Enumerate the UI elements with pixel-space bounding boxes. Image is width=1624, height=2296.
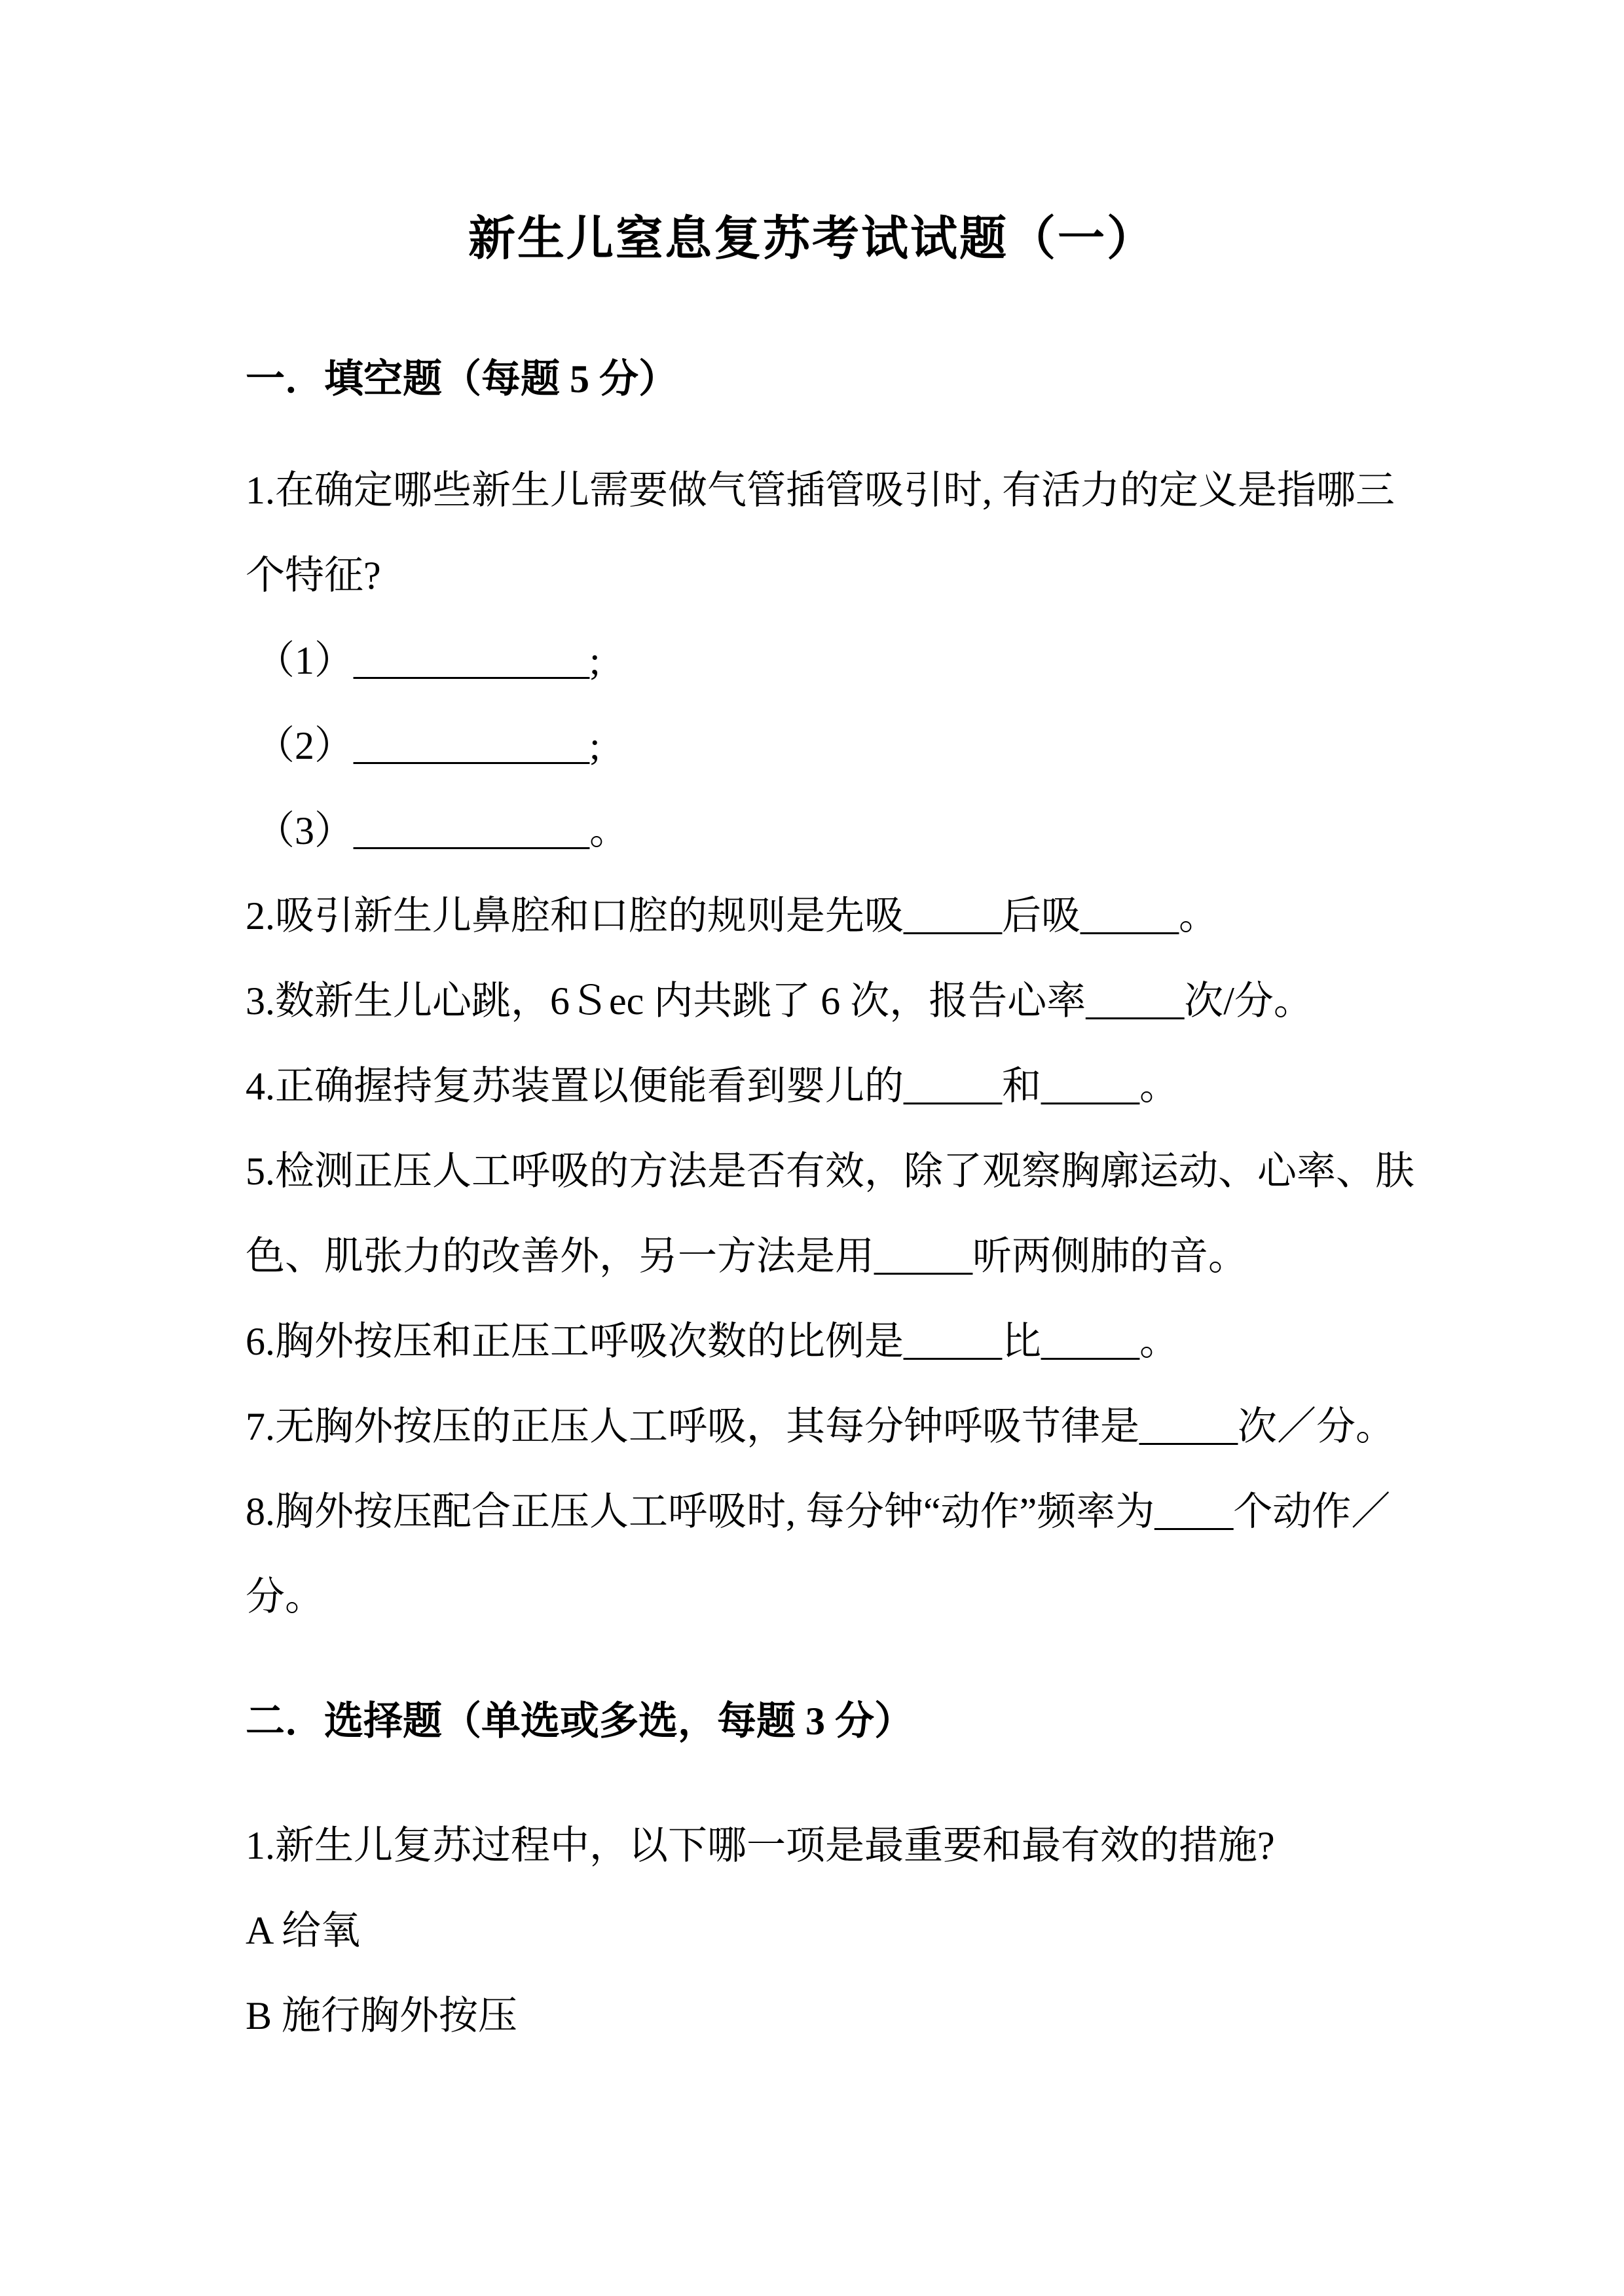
fill-in-blank-question-line: 个特征?	[246, 554, 381, 597]
fill-in-blank-question-line: 2.吸引新生儿鼻腔和口腔的规则是先吸_____后吸_____。	[246, 894, 1218, 938]
fill-in-blank-question-line: 5.检测正压人工呼吸的方法是否有效，除了观察胸廓运动、心率、肤	[246, 1150, 1414, 1193]
fill-in-blank-question-line: 6.胸外按压和正压工呼吸次数的比例是_____比_____。	[246, 1320, 1179, 1363]
document-content	[246, 0, 1414, 2058]
fill-in-blank-question-line: （1）____________;	[246, 639, 600, 682]
fill-in-blank-question-line: 3.数新生儿心跳，6Ｓec 内共跳了 6 次，报告心率_____次/分。	[246, 979, 1313, 1023]
fill-in-blank-question-line: 4.正确握持复苏装置以便能看到婴儿的_____和_____。	[246, 1065, 1179, 1108]
section-1-lines	[246, 448, 1414, 1639]
multiple-choice-question-line: 1.新生儿复苏过程中，以下哪一项是最重要和最有效的措施?	[246, 1824, 1275, 1867]
multiple-choice-question-line: A 给氧	[246, 1909, 361, 1952]
multiple-choice-question-line: B 施行胸外按压	[246, 1994, 518, 2037]
fill-in-blank-question-line: 1.在确定哪些新生儿需要做气管插管吸引时, 有活力的定义是指哪三	[246, 469, 1395, 512]
fill-in-blank-question-line: 8.胸外按压配合正压人工呼吸时, 每分钟“动作”频率为____个动作／	[246, 1490, 1391, 1533]
fill-in-blank-question-line: 7.无胸外按压的正压人工呼吸，其每分钟呼吸节律是_____次／分。	[246, 1405, 1395, 1448]
page-title: 新生儿窒息复苏考试试题（一）	[468, 213, 1156, 265]
section-2-lines	[246, 1803, 1378, 2058]
section-1-heading: 一．填空题（每题 5 分）	[246, 357, 678, 401]
section-2-heading: 二．选择题（单选或多选，每题 3 分）	[246, 1700, 913, 1743]
fill-in-blank-question-line: 分。	[246, 1575, 324, 1618]
fill-in-blank-question-line: 色、肌张力的改善外，另一方法是用_____听两侧肺的音。	[246, 1235, 1247, 1278]
fill-in-blank-question-line: （3）____________。	[246, 809, 629, 852]
fill-in-blank-question-line: （2）____________;	[246, 724, 600, 767]
